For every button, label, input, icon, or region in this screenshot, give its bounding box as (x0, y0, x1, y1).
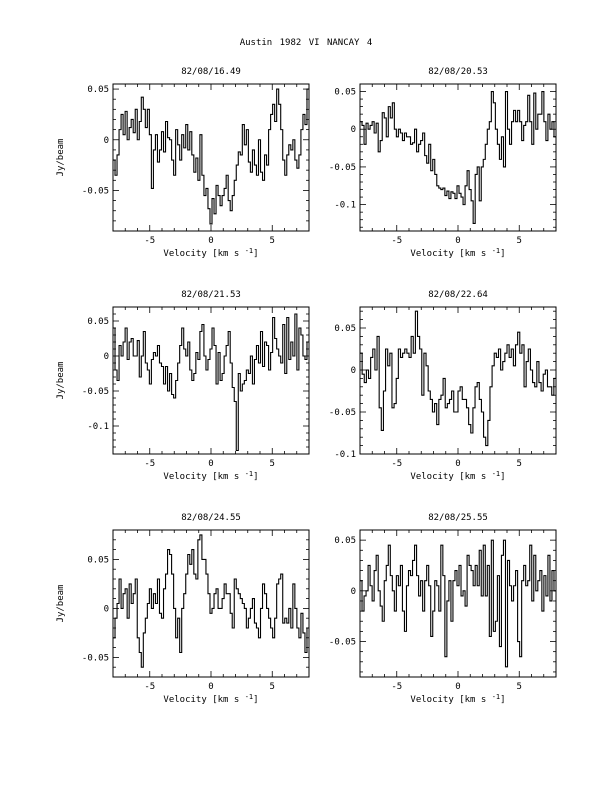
y-tick-label: 0 (350, 586, 356, 597)
x-axis-label: Velocity [km s $^{-1}$] (163, 247, 259, 259)
x-tick-label: 5 (516, 682, 522, 692)
page-title: Austin 1982 VI NANCAY 4 (239, 38, 373, 48)
x-tick-label: 0 (455, 682, 461, 692)
y-tick-label: 0 (350, 125, 356, 136)
y-tick-label: 0 (103, 352, 109, 362)
plot-frame (360, 530, 556, 677)
y-axis-label: Jy/beam (56, 361, 66, 400)
chart-panel-4 (329, 290, 556, 482)
x-tick-label: 0 (208, 459, 214, 469)
x-tick-label: 0 (208, 236, 214, 246)
x-tick-label: 5 (516, 459, 522, 469)
y-tick-label: 0.05 (334, 324, 356, 334)
y-axis-label: Jy/beam (56, 138, 66, 177)
y-tick-label: 0 (103, 135, 109, 146)
x-axis-label: Velocity [km s $^{-1}$] (163, 693, 259, 705)
spectrum-line-1 (360, 540, 556, 667)
y-axis-label: Jy/beam (56, 584, 66, 623)
spectrum-line-1 (113, 89, 309, 224)
chart-panel-6 (329, 513, 556, 705)
spectrum-line-1 (360, 92, 556, 224)
x-axis-label: Velocity [km s $^{-1}$] (410, 470, 506, 482)
chart-panel-2 (329, 67, 556, 259)
chart-panel-5 (56, 513, 309, 705)
x-tick-label: -5 (391, 459, 403, 469)
panel-title: 82/08/22.64 (428, 290, 488, 300)
y-tick-label: -0.05 (328, 637, 356, 648)
spectrum-line-1 (113, 314, 309, 451)
panel-title: 82/08/16.49 (181, 67, 241, 77)
y-tick-label: 0.05 (334, 536, 356, 547)
x-tick-label: -5 (144, 682, 156, 692)
x-tick-label: 5 (269, 459, 275, 469)
y-tick-label: 0.05 (87, 317, 109, 327)
plot-frame (360, 84, 556, 231)
y-tick-label: 0.05 (87, 85, 109, 96)
x-axis-label: Velocity [km s $^{-1}$] (410, 693, 506, 705)
x-axis-label: Velocity [km s $^{-1}$] (410, 247, 506, 259)
x-tick-label: 5 (516, 236, 522, 246)
x-tick-label: 5 (269, 682, 275, 692)
y-tick-label: 0 (103, 604, 109, 615)
x-tick-label: -5 (144, 459, 156, 469)
x-tick-label: -5 (391, 236, 403, 246)
y-tick-label: -0.1 (87, 422, 109, 432)
plot-frame (113, 307, 309, 454)
y-tick-label: 0.05 (87, 555, 109, 566)
x-tick-label: 0 (455, 236, 461, 246)
spectrum-line-1 (113, 535, 309, 667)
x-tick-label: -5 (144, 236, 156, 246)
chart-panel-3 (56, 290, 309, 482)
y-tick-label: 0 (350, 366, 356, 376)
plot-frame (113, 84, 309, 231)
panel-title: 82/08/24.55 (181, 513, 241, 523)
x-axis-label: Velocity [km s $^{-1}$] (163, 470, 259, 482)
y-tick-label: -0.05 (81, 387, 109, 397)
panel-title: 82/08/21.53 (181, 290, 241, 300)
panel-title: 82/08/20.53 (428, 67, 488, 77)
spectrum-line-1 (360, 311, 556, 445)
y-tick-label: -0.1 (334, 200, 356, 211)
chart-panel-1 (56, 67, 309, 259)
y-tick-label: -0.05 (81, 186, 109, 197)
y-tick-label: -0.1 (334, 450, 356, 460)
panel-title: 82/08/25.55 (428, 513, 488, 523)
x-tick-label: 0 (455, 459, 461, 469)
plot-frame (113, 530, 309, 677)
y-tick-label: -0.05 (328, 408, 356, 418)
y-tick-label: -0.05 (328, 162, 356, 173)
x-tick-label: 5 (269, 236, 275, 246)
x-tick-label: 0 (208, 682, 214, 692)
y-tick-label: -0.05 (81, 653, 109, 664)
y-tick-label: 0.05 (334, 87, 356, 98)
x-tick-label: -5 (391, 682, 403, 692)
